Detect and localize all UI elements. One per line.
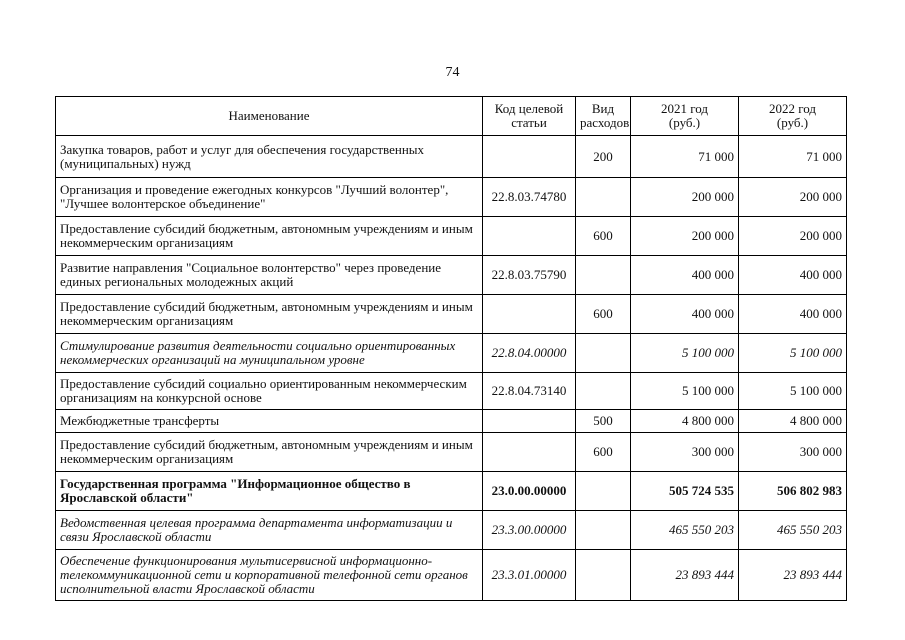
cell-expense-type [576,373,631,410]
cell-amount-2022: 5 100 000 [739,373,847,410]
cell-name [56,511,483,550]
cell-code: 22.8.03.75790 [483,256,576,295]
cell-amount-2021: 71 000 [631,136,739,178]
cell-amount-2022: 71 000 [739,136,847,178]
cell-code [483,136,576,178]
cell-name-line: некоммерческим организациям [60,313,234,328]
cell-name [56,334,483,373]
table-row [56,472,847,511]
cell-name-line: Межбюджетные трансферты [60,413,220,428]
cell-name-line: организациям на конкурсной основе [60,390,262,405]
table-row [56,410,847,433]
cell-amount-2021: 505 724 535 [631,472,739,511]
header-type [576,97,631,136]
header-type-label-line2: расходов [580,115,630,130]
cell-name [56,410,483,433]
cell-code: 22.8.04.73140 [483,373,576,410]
cell-code: 23.3.01.00000 [483,550,576,601]
table-row [56,550,847,601]
header-2022 [739,97,847,136]
cell-amount-2022: 465 550 203 [739,511,847,550]
cell-name [56,217,483,256]
cell-amount-2021: 400 000 [631,295,739,334]
cell-name-line: связи Ярославской области [60,529,212,544]
cell-code [483,410,576,433]
cell-amount-2022: 200 000 [739,178,847,217]
cell-name-line: Предоставление субсидий социально ориентированным некоммерческим [60,376,467,391]
cell-name [56,472,483,511]
cell-name [56,373,483,410]
header-2021-label-line2: (руб.) [668,115,701,130]
cell-expense-type [576,334,631,373]
cell-code [483,433,576,472]
cell-amount-2022: 200 000 [739,217,847,256]
cell-name-line: некоммерческим организациям [60,451,234,466]
cell-code [483,217,576,256]
cell-expense-type [576,511,631,550]
cell-amount-2021: 23 893 444 [631,550,739,601]
cell-name-line: Предоставление субсидий бюджетным, автономным учреждениям и иным [60,221,473,236]
cell-expense-type [576,256,631,295]
table-body [56,136,847,601]
table-row [56,178,847,217]
cell-expense-type [576,472,631,511]
cell-amount-2022: 23 893 444 [739,550,847,601]
cell-amount-2022: 4 800 000 [739,410,847,433]
cell-code: 23.3.00.00000 [483,511,576,550]
cell-name-line: Организация и проведение ежегодных конкурсов "Лучший волонтер", [60,182,449,197]
cell-name-line: Обеспечение функционирования мультисервисной информационно- [60,553,433,568]
header-2022-label-line1: 2022 год [769,101,816,116]
cell-amount-2021: 5 100 000 [631,334,739,373]
cell-amount-2021: 200 000 [631,217,739,256]
cell-amount-2021: 300 000 [631,433,739,472]
cell-code [483,295,576,334]
cell-name-line: Государственная программа "Информационное общество в [60,476,411,491]
cell-code: 22.8.04.00000 [483,334,576,373]
cell-amount-2021: 400 000 [631,256,739,295]
cell-name [56,295,483,334]
cell-amount-2022: 506 802 983 [739,472,847,511]
cell-name [56,433,483,472]
cell-amount-2022: 400 000 [739,295,847,334]
table-row [56,295,847,334]
cell-code: 23.0.00.00000 [483,472,576,511]
cell-name [56,550,483,601]
header-code-label-line2: статьи [511,115,547,130]
table-row [56,217,847,256]
header-2021-label-line1: 2021 год [661,101,708,116]
cell-expense-type: 600 [576,433,631,472]
cell-amount-2022: 400 000 [739,256,847,295]
cell-expense-type: 600 [576,217,631,256]
cell-name-line: единых региональных молодежных акций [60,274,294,289]
cell-amount-2021: 5 100 000 [631,373,739,410]
cell-name-line: Развитие направления "Социальное волонтерство" через проведение [60,260,442,275]
page-number: 74 [445,65,460,80]
table-header-row [56,97,847,136]
cell-name-line: исполнительной власти Ярославской области [60,581,315,596]
cell-name [56,256,483,295]
cell-amount-2022: 5 100 000 [739,334,847,373]
cell-name-line: Закупка товаров, работ и услуг для обеспечения государственных [60,141,425,157]
table-row [56,433,847,472]
cell-name [56,136,483,178]
cell-name-line: Ярославской области" [60,490,194,505]
table-row [56,334,847,373]
cell-name-line: (муниципальных) нужд [60,155,191,171]
cell-name-line: "Лучшее волонтерское объединение" [60,196,266,211]
cell-amount-2021: 465 550 203 [631,511,739,550]
cell-code: 22.8.03.74780 [483,178,576,217]
table-row [56,373,847,410]
cell-name [56,178,483,217]
table-row [56,511,847,550]
cell-expense-type [576,550,631,601]
header-name [56,97,483,136]
cell-name-line: некоммерческим организациям [60,235,234,250]
table-row [56,136,847,178]
cell-amount-2022: 300 000 [739,433,847,472]
header-code [483,97,576,136]
cell-expense-type: 500 [576,410,631,433]
cell-expense-type [576,178,631,217]
cell-amount-2021: 4 800 000 [631,410,739,433]
cell-amount-2021: 200 000 [631,178,739,217]
budget-table [55,96,847,601]
header-2021 [631,97,739,136]
header-name-label: Наименование [228,108,310,123]
cell-expense-type: 200 [576,136,631,178]
cell-name-line: Ведомственная целевая программа департамента информатизации и [60,515,453,530]
cell-name-line: телекоммуникационной сети и корпоративной телефонной сети органов [60,567,468,582]
cell-name-line: некоммерческих организаций на муниципальном уровне [60,352,365,367]
cell-name-line: Стимулирование развития деятельности социально ориентированных [60,338,456,353]
table-row [56,256,847,295]
cell-expense-type: 600 [576,295,631,334]
header-type-label-line1: Вид [591,101,615,116]
cell-name-line: Предоставление субсидий бюджетным, автономным учреждениям и иным [60,299,473,314]
cell-name-line: Предоставление субсидий бюджетным, автономным учреждениям и иным [60,437,473,452]
header-code-label-line1: Код целевой [494,101,564,116]
header-2022-label-line2: (руб.) [776,115,809,130]
